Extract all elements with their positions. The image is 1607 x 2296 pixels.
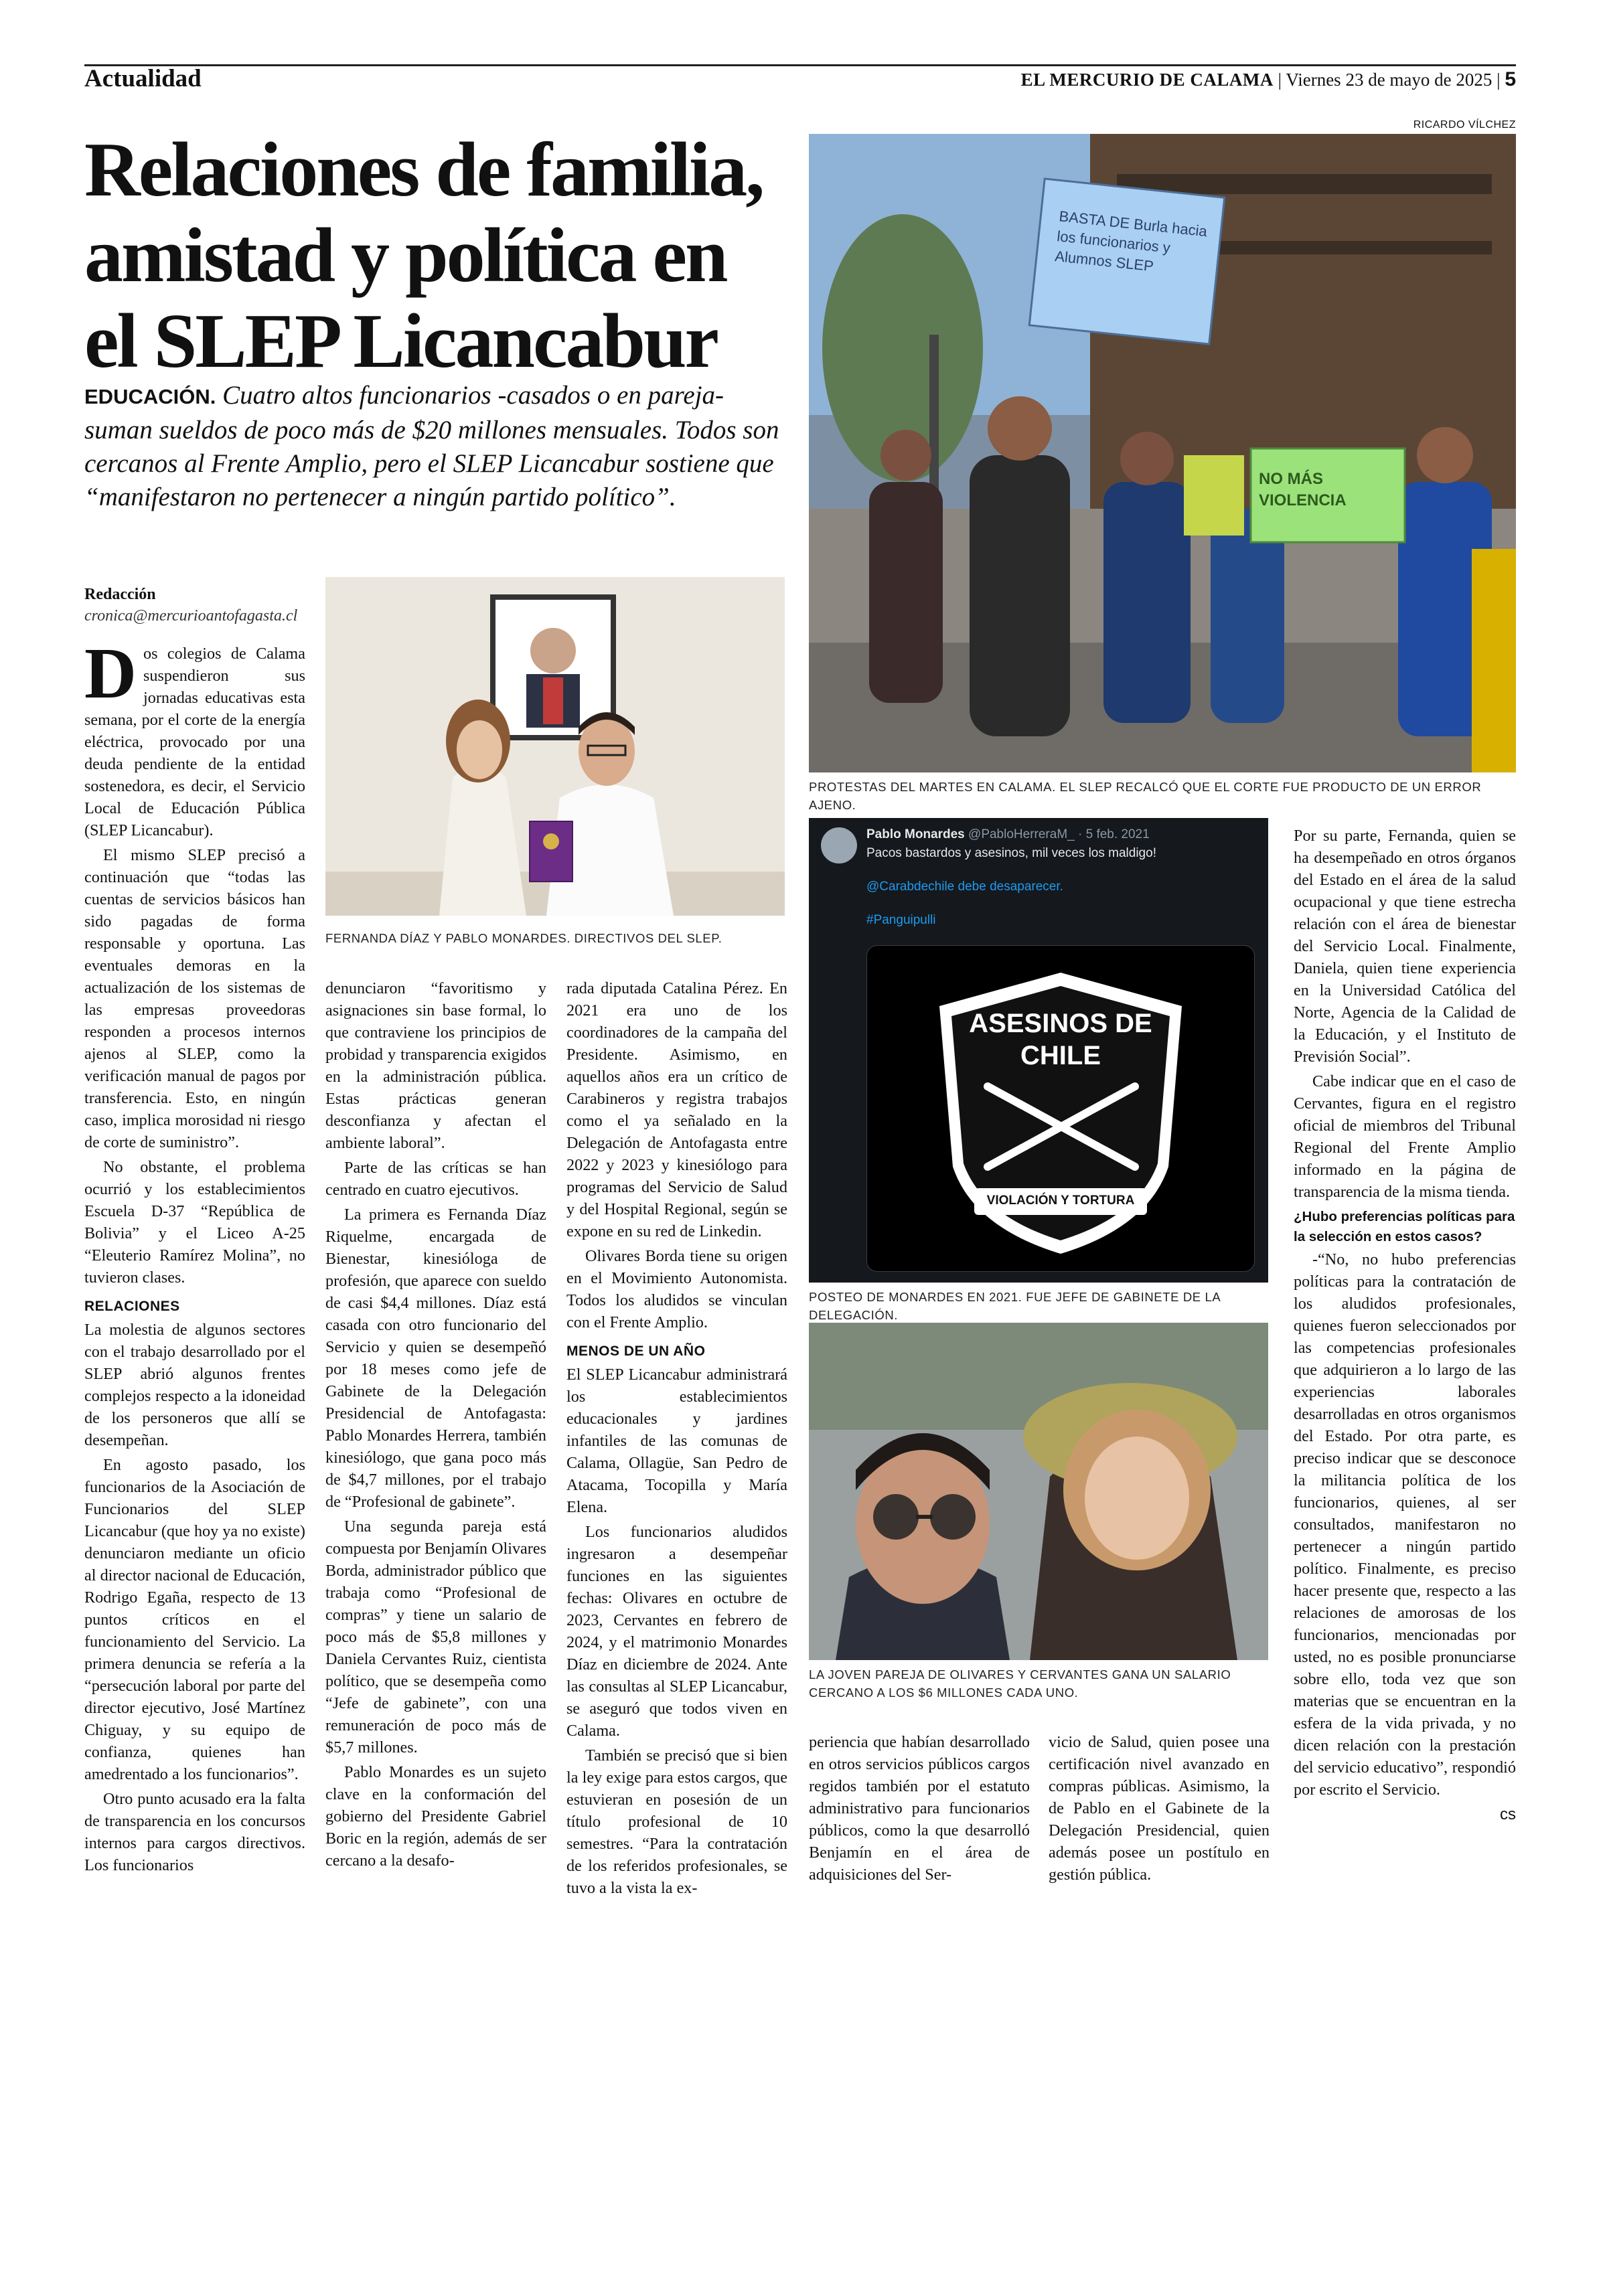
- paragraph: Pablo Monardes es un sujeto clave en la conformación del gobierno del Presidente Gabriel Boric en la región, además de ser cercano a la desafo-: [325, 1763, 546, 1870]
- dropcap: D: [84, 634, 137, 714]
- tweet-screenshot: [809, 818, 1268, 1283]
- publication-date: Viernes 23 de mayo de 2025: [1286, 70, 1493, 90]
- lede: [84, 379, 781, 514]
- paragraph: El SLEP Licancabur administrará los establecimientos educacionales y jardines infantiles de las comunas de Calama, Ollagüe, San Pedro de Atacama, Tocopilla y María Elena.: [566, 1366, 787, 1516]
- paragraph: En agosto pasado, los funcionarios de la Asociación de Funcionarios del SLEP Licancabur (que hoy ya no existe) denunciaron mediante un oficio al director nacional de Educación, Rodrigo Egaña, respecto de 13 puntos críticos en el funcionamiento del Servicio. La primera denuncia se refería a la “persecución laboral por parte del director ejecutivo, José Martínez Chiguay, y su equipo de confianza, quienes han amedrentado a los funcionarios”.: [84, 1456, 305, 1783]
- lede-text: Cuatro altos funcionarios -casados o en pareja- suman sueldos de poco más de $20 millones mensuales. Todos son cercanos al Frente Amplio, pero el SLEP Licancabur sostiene que “manifestaron no pertenecer a ningún partido político”.: [84, 381, 779, 511]
- end-mark: [1294, 1803, 1516, 1825]
- protest-photo: [809, 134, 1516, 772]
- paragraph: No obstante, el problema ocurrió y los establecimientos Escuela D-37 “República de Bolivia” y el Liceo A-25 “Eleuterio Ramírez Molina”, no tuvieron clases.: [84, 1158, 305, 1287]
- paragraph: [84, 634, 305, 841]
- column-5: [1049, 1731, 1270, 1888]
- paragraph: La primera es Fernanda Díaz Riquelme, encargada de Bienestar, kinesióloga de profesión, que aparece con sueldo de casi $4,4 millones. Díaz está casada con otro funcionario del Servicio y quien se desempeñó por 18 meses como jefe de Gabinete de la Delegación Presidencial de Antofagasta: Pablo Monardes Herrera, también kinesiólogo, que gana poco más de $4,7 millones, por el trabajo de “Profesional de gabinete”.: [325, 1206, 546, 1511]
- column-4: [809, 1731, 1030, 1888]
- byline-email: cronica@mercurioantofagasta.cl: [84, 607, 298, 625]
- badge-top-text: ASESINOS DE CHILE: [969, 1009, 1152, 1070]
- photo-credit: RICARDO VÍLCHEZ: [1413, 119, 1516, 131]
- tweet-caption: POSTEO DE MONARDES EN 2021. FUE JEFE DE GABINETE DE LA DELEGACIÓN.: [809, 1290, 1221, 1322]
- paragraph: Los funcionarios aludidos ingresaron a desempeñar funciones en las siguientes fechas: Olivares en octubre de 2023, Cervantes en febrero de 2024, y el matrimonio Monardes Díaz en diciembre de 2024. Ante las consultas al SLEP Licancabur, se aseguró que todos viven en Calama.: [566, 1523, 787, 1740]
- paragraph: Cabe indicar que en el caso de Cervantes, figura en el registro oficial de miembros del Tribunal Regional del Frente Amplio informado en la página de transparencia de la misma tienda.: [1294, 1072, 1516, 1201]
- column-1: [84, 634, 305, 1879]
- paragraph: -“No, no hubo preferencias políticas para la contratación de los aludidos profesionales, quienes fueron seleccionados por las competencias profesionales que adquirieron a lo largo de las experiencias laborales desarrolladas en otros organismos del Estado. Por otra parte, es preciso indicar que se desconoce la militancia política de los funcionarios, quienes, al ser consultados, manifestaron no pertenecer a ningún partido político. Finalmente, es preciso hacer presente que, respecto a las relaciones de amorosas de los funcionarios, mencionadas por usted, no es posible pronunciarse sobre ello, toda vez que son materias que se encuentran en la esfera de la vida privada, y no dicen relación con la prestación del servicio educativo”, respondió por escrito el Servicio.: [1294, 1250, 1516, 1799]
- byline: [84, 584, 305, 627]
- paragraph: El mismo SLEP precisó a continuación que “todas las cuentas de servicios básicos han sido pagadas de forma responsable y oportuna. Las eventuales demoras en la actualización de los sistemas de las empresas proveedoras responden a procesos internos ajenos al SLEP, como la verificación manual de pagos por transferencia. Esto, en ningún caso, implica morosidad ni riesgo de corte de suministro”.: [84, 846, 305, 1151]
- paragraph: La molestia de algunos sectores con el trabajo desarrollado por el SLEP abrió algunos frentes complejos respecto a la idoneidad de los personeros que allí se desempeñan.: [84, 1321, 305, 1449]
- headline: Relaciones de familia, amistad y política en el SLEP Licancabur: [84, 127, 763, 384]
- badge-bottom-text: VIOLACIÓN Y TORTURA: [986, 1194, 1135, 1208]
- tweet-line-2: @Carabdechile debe desaparecer.: [866, 880, 1063, 894]
- interview-question: ¿Hubo preferencias políticas para la selección en estos casos?: [1294, 1209, 1515, 1244]
- protest-sign-text-2: NO MÁS VIOLENCIA: [1259, 470, 1347, 509]
- paragraph: denunciaron “favoritismo y asignaciones sin base formal, lo que contraviene los principios de probidad y transparencia exigidos en la administración pública. Estas prácticas generan desconfianza y afectan el ambiente laboral”.: [325, 979, 546, 1152]
- section-label: Actualidad: [84, 65, 202, 92]
- column-6: [1294, 825, 1516, 1825]
- tweet-image: [866, 945, 1255, 1272]
- tweet-hashtag: #Panguipulli: [866, 913, 936, 927]
- couple-photo-2-art: [809, 1323, 1268, 1660]
- couple-photo-1-art: [325, 577, 785, 916]
- page-number: 5: [1505, 68, 1516, 90]
- paragraph: rada diputada Catalina Pérez. En 2021 era uno de los coordinadores de la campaña del Presidente. Asimismo, en aquellos años era un crítico de Carabineros y registra trabajos como el ya señalado en la Delegación de Antofagasta entre 2022 y 2023 y kinesiólogo para programas del Servicio de Salud y del Hospital Regional, según se expone en su red de Linkedin.: [566, 979, 787, 1240]
- paragraph: vicio de Salud, quien posee una certificación nivel avanzado en compras públicas. Asimismo, la de Pablo en el Gabinete de la Delegación Presidencial, quien además posee un postítulo en gestión pública.: [1049, 1733, 1270, 1884]
- protest-sign-text: BASTA DE Burla hacia los funcionarios y Alumnos SLEP: [1054, 208, 1209, 275]
- paragraph: También se precisó que si bien la ley exige para estos cargos, que estuvieran en posesión de un título profesional de 10 semestres. “Para la contratación de los referidos profesionales, se tuvo a la vista la ex-: [566, 1746, 787, 1897]
- publication-name: EL MERCURIO DE CALAMA: [1020, 70, 1274, 90]
- paragraph-text: os colegios de Calama suspendieron sus jornadas educativas esta semana, por el corte de la energía eléctrica, provocado por una deuda pendiente de la entidad sostenedora, es decir, el Servicio Local de Educación Pública (SLEP Licancabur).: [84, 645, 305, 839]
- couple-photo-2: [809, 1323, 1268, 1660]
- paragraph: Parte de las críticas se han centrado en cuatro ejecutivos.: [325, 1159, 546, 1199]
- header-rule: [84, 64, 1516, 66]
- couple-photo-1: [325, 577, 785, 916]
- tweet-line-1: Pacos bastardos y asesinos, mil veces los maldigo!: [866, 846, 1156, 860]
- subhead-menos-de-un-ano: MENOS DE UN AÑO: [566, 1343, 706, 1359]
- paragraph: Por su parte, Fernanda, quien se ha desempeñado en otros órganos del Estado en el área de la salud ocupacional y que tiene estrecha relación con el área de bienestar del Servicio Local. Finalmente, Daniela, quien tiene experiencia en la Universidad Católica del Norte, Agencia de la Calidad de la Educación, y el Instituto de Previsión Social”.: [1294, 827, 1516, 1066]
- tweet-handle: @PabloHerreraM_ · 5 feb. 2021: [968, 827, 1150, 841]
- paragraph: periencia que habían desarrollado en otros servicios públicos cargos regidos también por el estatuto administrativo para funcionarios públicos, como la que desarrolló Benjamín en el área de adquisiciones del Ser-: [809, 1733, 1030, 1884]
- couple-photo-1-caption: FERNANDA DÍAZ Y PABLO MONARDES. DIRECTIVOS DEL SLEP.: [325, 931, 722, 945]
- paragraph: Otro punto acusado era la falta de transparencia en los concursos internos para cargos directivos. Los funcionarios: [84, 1790, 305, 1874]
- end-mark-text: cs: [1500, 1805, 1516, 1823]
- paragraph: Una segunda pareja está compuesta por Benjamín Olivares Borda, administrador público que trabaja como “Profesional de compras” y tiene un salario de poco más de $5,8 millones y Daniela Cervantes Ruiz, cientista político, que se desempeña como “Jefe de gabinete”, con una remuneración de poco más de $5,7 millones.: [325, 1518, 546, 1756]
- badge-icon: [867, 946, 1254, 1271]
- subhead-relaciones: RELACIONES: [84, 1299, 180, 1314]
- tweet-author: Pablo Monardes: [866, 827, 965, 841]
- couple-photo-2-caption: LA JOVEN PAREJA DE OLIVARES Y CERVANTES GANA UN SALARIO CERCANO A LOS $6 MILLONES CADA UNO.: [809, 1667, 1231, 1700]
- kicker: EDUCACIÓN.: [84, 385, 216, 408]
- protest-caption: PROTESTAS DEL MARTES EN CALAMA. EL SLEP RECALCÓ QUE EL CORTE FUE PRODUCTO DE UN ERROR AJENO.: [809, 780, 1482, 812]
- masthead: EL MERCURIO DE CALAMA | Viernes 23 de mayo de 2025 | 5: [1020, 68, 1516, 90]
- column-3: [566, 977, 787, 1902]
- paragraph: Olivares Borda tiene su origen en el Movimiento Autonomista. Todos los aludidos se vinculan con el Frente Amplio.: [566, 1247, 787, 1331]
- column-2: [325, 977, 546, 1874]
- byline-name: Redacción: [84, 586, 156, 603]
- tweet-avatar: [821, 827, 857, 864]
- tweet-header: [866, 827, 1150, 842]
